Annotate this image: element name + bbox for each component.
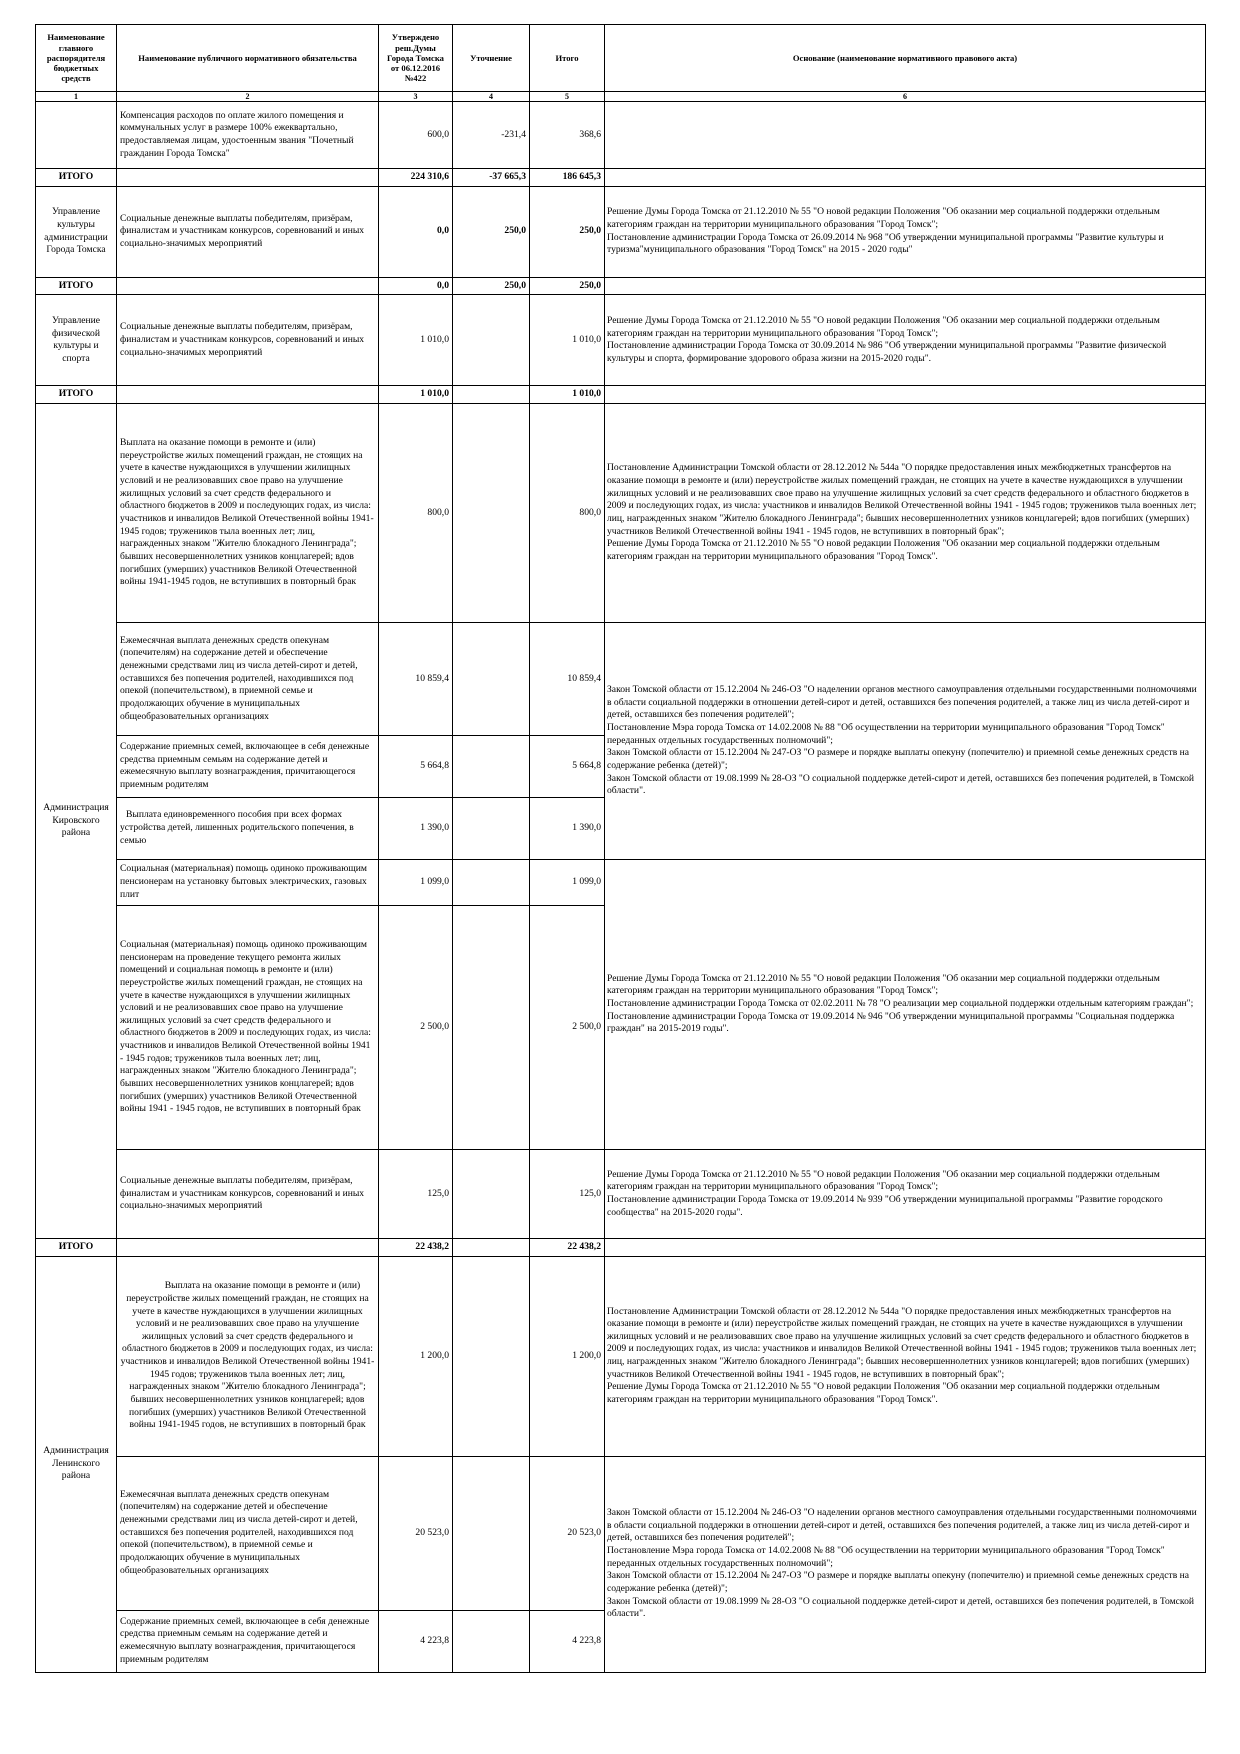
change-value: 250,0 [453, 277, 530, 295]
approved-value: 0,0 [379, 186, 453, 277]
total-row [36, 169, 1206, 187]
approved-value: 800,0 [379, 403, 453, 622]
obligation-name: Выплата единовременного пособия при всех формах устройства детей, лишенных родительского попечения, в семью [117, 797, 379, 859]
org-name: Администрация Кировского района [36, 403, 117, 1238]
header-row [36, 25, 1206, 92]
obligation-name: Социальные денежные выплаты победителям, призёрам, финалистам и участникам конкурсов, соревнований и иных социально-значимых мероприятий [117, 295, 379, 386]
total-value: 186 645,3 [530, 169, 605, 187]
table-row [36, 622, 1206, 735]
approved-value: 0,0 [379, 277, 453, 295]
header-org: Наименование главного распорядителя бюджетных средств [36, 25, 117, 92]
approved-value: 1 010,0 [379, 295, 453, 386]
total-label: ИТОГО [36, 169, 117, 187]
change-value: -231,4 [453, 102, 530, 169]
approved-value: 20 523,0 [379, 1456, 453, 1610]
approved-value: 10 859,4 [379, 622, 453, 735]
header-basis: Основание (наименование нормативного правового акта) [605, 25, 1206, 92]
change-value: 250,0 [453, 186, 530, 277]
total-value: 1 390,0 [530, 797, 605, 859]
table-row [36, 1456, 1206, 1610]
total-value: 800,0 [530, 403, 605, 622]
approved-value: 2 500,0 [379, 905, 453, 1149]
org-name: Управление культуры администрации Города Томска [36, 186, 117, 277]
obligation-name: Содержание приемных семей, включающее в себя денежные средства приемным семьям на содержание детей и ежемесячную выплату вознаграждения, причитающегося приемным родителям [117, 735, 379, 797]
total-label: ИТОГО [36, 1238, 117, 1256]
approved-value: 22 438,2 [379, 1238, 453, 1256]
obligation-name: Ежемесячная выплата денежных средств опекунам (попечителям) на содержание детей и обеспечение денежными средствами лиц из числа детей-сирот и детей, оставшихся без попечения родителей, находившихся под опекой (попечительством), в приемной семье и продолжающих обучение в муниципальных общеобразовательных организациях [117, 1456, 379, 1610]
header-change: Уточнение [453, 25, 530, 92]
approved-value: 224 310,6 [379, 169, 453, 187]
total-value: 250,0 [530, 277, 605, 295]
total-value: 20 523,0 [530, 1456, 605, 1610]
total-value: 368,6 [530, 102, 605, 169]
column-number: 4 [453, 92, 530, 102]
total-value: 1 200,0 [530, 1256, 605, 1456]
column-number: 1 [36, 92, 117, 102]
header-total: Итого [530, 25, 605, 92]
org-name: Администрация Ленинского района [36, 1256, 117, 1672]
total-row [36, 1238, 1206, 1256]
approved-value: 1 010,0 [379, 386, 453, 404]
approved-value: 5 664,8 [379, 735, 453, 797]
obligation-name: Содержание приемных семей, включающее в себя денежные средства приемным семьям на содержание детей и ежемесячную выплату вознаграждения, причитающегося приемным родителям [117, 1610, 379, 1672]
legal-basis: Решение Думы Города Томска от 21.12.2010 № 55 "О новой редакции Положения "Об оказании мер социальной поддержки отдельным категориям граждан на территории муниципального образования "Город Томск"; Постановление администрации Города Томска от 26.09.2014 № 968 "Об утверждении муниципальной программы "Развитие культуры и туризма"муниципального образования "Город Томск" на 2015 - 2020 годы" [605, 186, 1206, 277]
table-row [36, 186, 1206, 277]
column-number: 5 [530, 92, 605, 102]
total-value: 250,0 [530, 186, 605, 277]
obligation-name: Выплата на оказание помощи в ремонте и (или) переустройстве жилых помещений граждан, не стоящих на учете в качестве нуждающихся в улучшении жилищных условий и не реализовавших свое право на улучшение жилищных условий за счет средств федерального и областного бюджетов в 2009 и последующих годах, из числа: участников и инвалидов Великой Отечественной войны 1941-1945 годов; тружеников тыла военных лет; лиц, награжденных знаком "Жителю блокадного Ленинграда"; бывших несовершеннолетних узников концлагерей; вдов погибших (умерших) участников Великой Отечественной войны 1941-1945 годов, не вступивших в повторный брак [117, 1256, 379, 1456]
column-number: 2 [117, 92, 379, 102]
total-value: 22 438,2 [530, 1238, 605, 1256]
total-label: ИТОГО [36, 277, 117, 295]
obligations-table [35, 24, 1206, 1673]
table-row [36, 1256, 1206, 1456]
table-row [36, 1149, 1206, 1238]
total-value: 2 500,0 [530, 905, 605, 1149]
table-row [36, 403, 1206, 622]
obligation-name: Компенсация расходов по оплате жилого помещения и коммунальных услуг в размере 100% ежеквартально, предоставляемая лицам, удостоенным звания "Почетный гражданин Города Томска" [117, 102, 379, 169]
total-value: 1 099,0 [530, 859, 605, 905]
header-approved: Утверждено реш.Думы Города Томска от 06.12.2016 №422 [379, 25, 453, 92]
total-value: 5 664,8 [530, 735, 605, 797]
total-value: 1 010,0 [530, 386, 605, 404]
approved-value: 4 223,8 [379, 1610, 453, 1672]
obligation-name: Социальные денежные выплаты победителям, призёрам, финалистам и участникам конкурсов, соревнований и иных социально-значимых мероприятий [117, 186, 379, 277]
total-row [36, 277, 1206, 295]
table-row [36, 102, 1206, 169]
legal-basis: Решение Думы Города Томска от 21.12.2010 № 55 "О новой редакции Положения "Об оказании мер социальной поддержки отдельным категориям граждан на территории муниципального образования "Город Томск"; Постановление администрации Города Томска от 19.09.2014 № 939 "Об утверждении муниципальной программы "Развитие городского сообщества" на 2015-2020 годы". [605, 1149, 1206, 1238]
approved-value: 1 099,0 [379, 859, 453, 905]
table-row [36, 295, 1206, 386]
legal-basis: Решение Думы Города Томска от 21.12.2010 № 55 "О новой редакции Положения "Об оказании мер социальной поддержки отдельным категориям граждан на территории муниципального образования "Город Томск"; Постановление администрации Города Томска от 30.09.2014 № 986 "Об утверждении муниципальной программы "Развитие физической культуры и спорта, формирование здорового образа жизни на 2015-2020 годы". [605, 295, 1206, 386]
obligation-name: Ежемесячная выплата денежных средств опекунам (попечителям) на содержание детей и обеспечение денежными средствами лиц из числа детей-сирот и детей, оставшихся без попечения родителей, находившихся под опекой (попечительством), в приемной семье и продолжающих обучение в муниципальных общеобразовательных организациях [117, 622, 379, 735]
legal-basis: Закон Томской области от 15.12.2004 № 246-ОЗ "О наделении органов местного самоуправления отдельными государственными полномочиями в области социальной поддержки в отношении детей-сирот и детей, оставшихся без попечения родителей, а также лиц из числа детей-сирот и детей, оставшихся без попечения родителей"; Постановление Мэра города Томска от 14.02.2008 № 88 "Об осуществлении на территории муниципального образования "Город Томск" переданных отдельных государственных полномочий"; Закон Томской области от 15.12.2004 № 247-ОЗ "О размере и порядке выплаты опекуну (попечителю) и приемной семье денежных средств на содержание ребенка (детей)"; Закон Томской области от 19.08.1999 № 28-ОЗ "О социальной поддержке детей-сирот и детей, оставшихся без попечения родителей, в Томской области". [605, 1456, 1206, 1672]
approved-value: 1 200,0 [379, 1256, 453, 1456]
column-number: 6 [605, 92, 1206, 102]
total-value: 1 010,0 [530, 295, 605, 386]
approved-value: 125,0 [379, 1149, 453, 1238]
legal-basis: Постановление Администрации Томской области от 28.12.2012 № 544а "О порядке предоставления иных межбюджетных трансфертов на оказание помощи в ремонте и (или) переустройстве жилых помещений граждан, не стоящих на учете в качестве нуждающихся в улучшении жилищных условий и не реализовавших свое право на улучшение жилищных условий за счет средств федерального и областного бюджетов в 2009 и последующих годах, из числа: участников и инвалидов Великой Отечественной войны 1941 - 1945 годов; тружеников тыла военных лет; лиц, награжденных знаком "Жителю блокадного Ленинграда"; бывших несовершеннолетних узников концлагерей; вдов погибших (умерших) участников Великой Отечественной войны 1941 - 1945 годов, не вступивших в повторный брак"; Решение Думы Города Томска от 21.12.2010 № 55 "О новой редакции Положения "Об оказании мер социальной поддержки отдельным категориям граждан на территории муниципального образования "Город Томск". [605, 403, 1206, 622]
total-label: ИТОГО [36, 386, 117, 404]
total-value: 125,0 [530, 1149, 605, 1238]
header-obligation: Наименование публичного нормативного обязательства [117, 25, 379, 92]
total-value: 4 223,8 [530, 1610, 605, 1672]
column-number-row [36, 92, 1206, 102]
legal-basis: Закон Томской области от 15.12.2004 № 246-ОЗ "О наделении органов местного самоуправления отдельными государственными полномочиями в области социальной поддержки в отношении детей-сирот и детей, оставшихся без попечения родителей, а также лиц из числа детей-сирот и детей, оставшихся без попечения родителей"; Постановление Мэра города Томска от 14.02.2008 № 88 "Об осуществлении на территории муниципального образования "Город Томск" переданных отдельных государственных полномочий"; Закон Томской области от 15.12.2004 № 247-ОЗ "О размере и порядке выплаты опекуну (попечителю) и приемной семье денежных средств на содержание ребенка (детей)"; Закон Томской области от 19.08.1999 № 28-ОЗ "О социальной поддержке детей-сирот и детей, оставшихся без попечения родителей, в Томской области". [605, 622, 1206, 859]
change-value: -37 665,3 [453, 169, 530, 187]
obligation-name: Социальная (материальная) помощь одиноко проживающим пенсионерам на установку бытовых электрических, газовых плит [117, 859, 379, 905]
total-value: 10 859,4 [530, 622, 605, 735]
approved-value: 600,0 [379, 102, 453, 169]
obligation-name: Социальная (материальная) помощь одиноко проживающим пенсионерам на проведение текущего ремонта жилых помещений и социальная помощь в ремонте и (или) переустройстве жилых помещений граждан, не стоящих на учете в качестве нуждающихся в улучшении жилищных условий и не реализовавших свое право на улучшение жилищных условий за счет средств федерального и областного бюджетов в 2009 и последующих годах, из числа: участников и инвалидов Великой Отечественной войны 1941 - 1945 годов; тружеников тыла военных лет; лиц, награжденных знаком "Жителю блокадного Ленинграда"; бывших несовершеннолетних узников концлагерей; вдов погибших (умерших) участников Великой Отечественной войны 1941 - 1945 годов, не вступивших в повторный брак [117, 905, 379, 1149]
obligation-name: Социальные денежные выплаты победителям, призёрам, финалистам и участникам конкурсов, соревнований и иных социально-значимых мероприятий [117, 1149, 379, 1238]
legal-basis: Решение Думы Города Томска от 21.12.2010 № 55 "О новой редакции Положения "Об оказании мер социальной поддержки отдельным категориям граждан на территории муниципального образования "Город Томск"; Постановление администрации Города Томска от 02.02.2011 № 78 "О реализации мер социальной поддержки отдельным категориям граждан"; Постановление администрации Города Томска от 19.09.2014 № 946 "Об утверждении муниципальной программы "Социальная поддержка граждан" на 2015-2019 годы". [605, 859, 1206, 1149]
total-row [36, 386, 1206, 404]
org-name: Управление физической культуры и спорта [36, 295, 117, 386]
approved-value: 1 390,0 [379, 797, 453, 859]
legal-basis: Постановление Администрации Томской области от 28.12.2012 № 544а "О порядке предоставления иных межбюджетных трансфертов на оказание помощи в ремонте и (или) переустройстве жилых помещений граждан, не стоящих на учете в качестве нуждающихся в улучшении жилищных условий и не реализовавших свое право на улучшение жилищных условий за счет средств федерального и областного бюджетов в 2009 и последующих годах, из числа: участников и инвалидов Великой Отечественной войны 1941 - 1945 годов; тружеников тыла военных лет; лиц, награжденных знаком "Жителю блокадного Ленинграда"; бывших несовершеннолетних узников концлагерей; вдов погибших (умерших) участников Великой Отечественной войны 1941 - 1945 годов, не вступивших в повторный брак"; Решение Думы Города Томска от 21.12.2010 № 55 "О новой редакции Положения "Об оказании мер социальной поддержки отдельным категориям граждан на территории муниципального образования "Город Томск". [605, 1256, 1206, 1456]
column-number: 3 [379, 92, 453, 102]
table-row [36, 859, 1206, 905]
obligation-name: Выплата на оказание помощи в ремонте и (или) переустройстве жилых помещений граждан, не стоящих на учете в качестве нуждающихся в улучшении жилищных условий и не реализовавших свое право на улучшение жилищных условий за счет средств федерального и областного бюджетов в 2009 и последующих годах, из числа: участников и инвалидов Великой Отечественной войны 1941-1945 годов; тружеников тыла военных лет; лиц, награжденных знаком "Жителю блокадного Ленинграда"; бывших несовершеннолетних узников концлагерей; вдов погибших (умерших) участников Великой Отечественной войны 1941-1945 годов, не вступивших в повторный брак [117, 403, 379, 622]
